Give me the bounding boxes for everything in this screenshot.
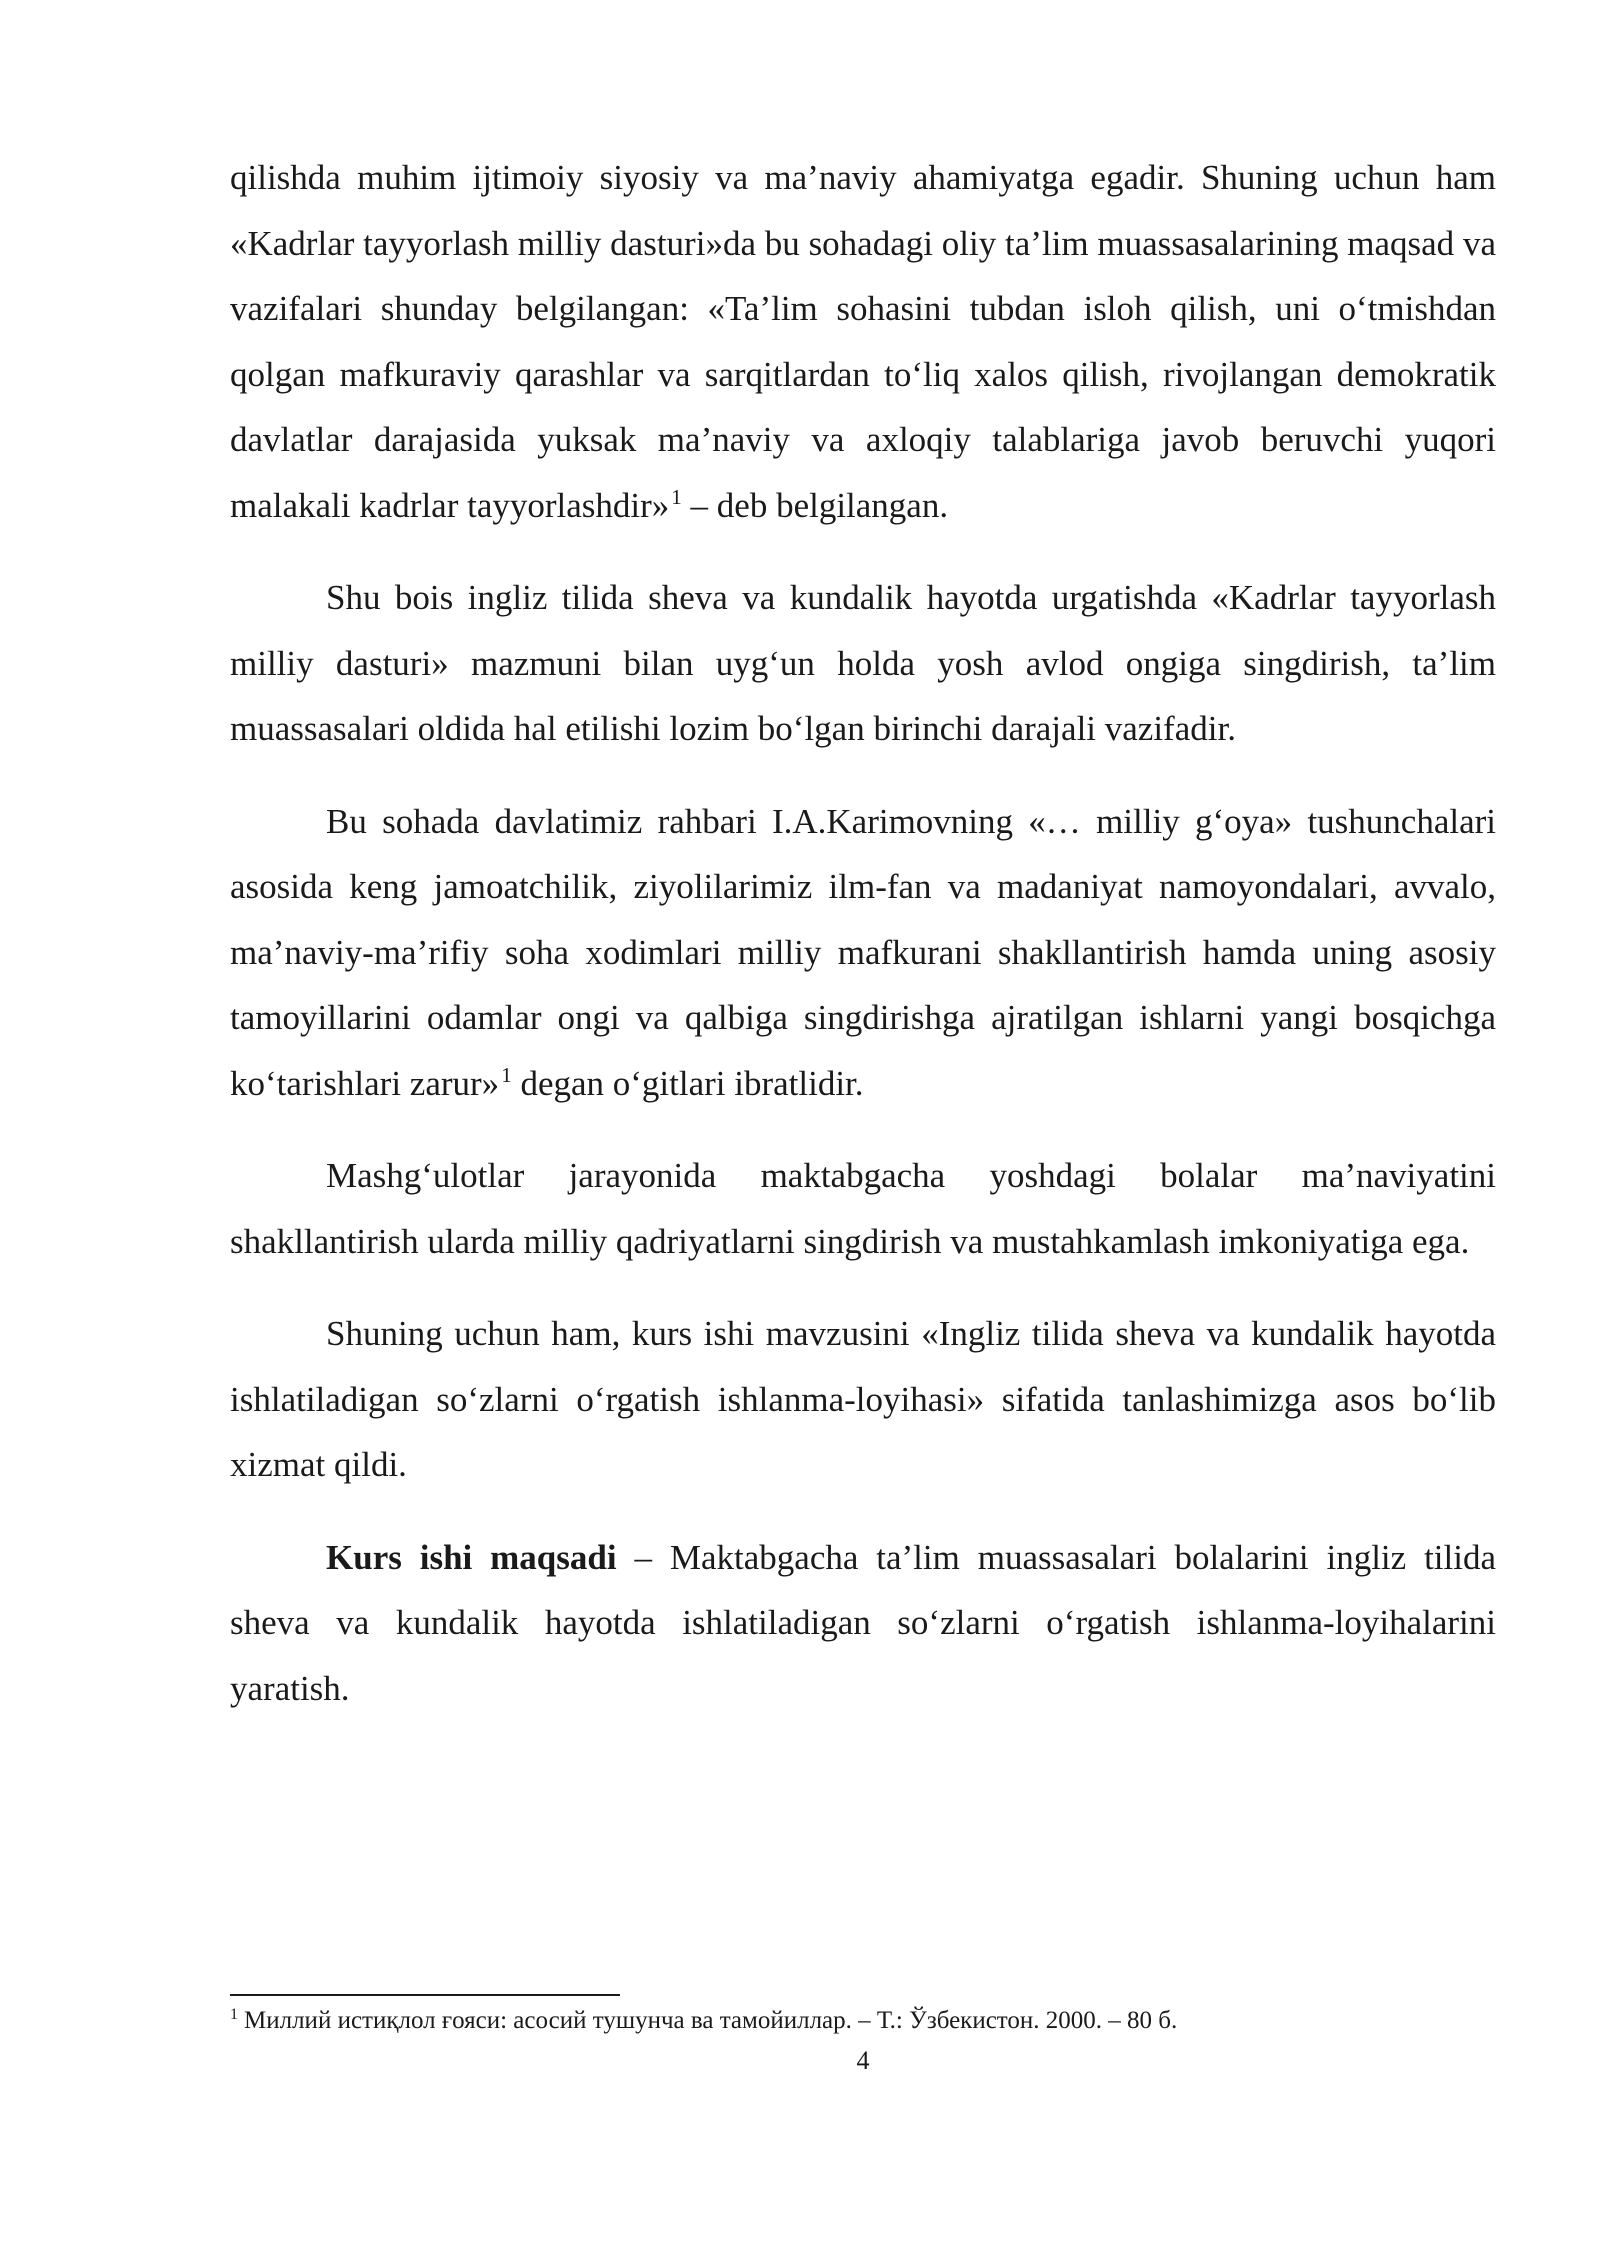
paragraph-5 — [230, 1301, 1496, 1498]
paragraph-2 — [230, 565, 1496, 762]
footnote-separator — [230, 1994, 620, 1996]
paragraph-1-text: qilishda muhim ijtimoiy siyosiy va ma’naviy ahamiyatga egadir. Shuning uchun ham «Kadrlar tayyorlash milliy dasturi»da bu sohadagi oliy ta’lim muassasalarining maqsad va vazifalari shunday belgilangan: «Ta’lim sohasini tubdan isloh qilish, uni o‘tmishdan qolgan mafkuraviy qarashlar va sarqitlardan to‘liq xalos qilish, rivojlangan demokratik davlatlar darajasida yuksak ma’naviy va axloqiy talablariga javob beruvchi yuqori malakali kadrlar tayyorlashdir» — [230, 158, 1496, 525]
footnote — [230, 2004, 1496, 2038]
paragraph-4-text: Mashg‘ulotlar jarayonida maktabgacha yoshdagi bolalar ma’naviyatini shakllantirish ularda milliy qadriyatlarni singdirish va mustahkamlash imkoniyatiga ega. — [230, 1156, 1496, 1261]
footnote-text: Миллий истиқлол ғояси: асосий тушунча ва тамойиллар. – Т.: Ўзбекистон. 2000. – 80 б. — [244, 2007, 1178, 2034]
paragraph-6 — [230, 1525, 1496, 1722]
page-number: 4 — [856, 2046, 870, 2075]
footnote-mark: 1 — [230, 2005, 238, 2023]
paragraph-1 — [230, 145, 1496, 538]
paragraph-6-bold-lead: Kurs ishi maqsadi — [326, 1537, 617, 1577]
paragraph-2-text: Shu bois ingliz tilida sheva va kundalik hayotda urgatishda «Kadrlar tayyorlash milliy dasturi» mazmuni bilan uyg‘un holda yosh avlod ongiga singdirish, ta’lim muassasalari oldida hal etilishi lozim bo‘lgan birinchi darajali vazifadir. — [230, 578, 1496, 748]
footnote-reference[interactable]: 1 — [671, 484, 682, 509]
paragraph-3-tail: degan o‘gitlari ibratlidir. — [511, 1063, 864, 1103]
paragraph-3-text: Bu sohada davlatimiz rahbari I.A.Karimovning «… milliy g‘oya» tushunchalari asosida keng jamoatchilik, ziyolilarimiz ilm-fan va madaniyat namoyondalari, avvalo, ma’naviy-ma’rifiy soha xodimlari milliy mafkurani shakllantirish hamda uning asosiy tamoyillarini odamlar ongi va qalbiga singdirishga ajratilgan ishlarni yangi bosqichga ko‘tarishlari zarur» — [230, 801, 1496, 1103]
paragraph-1-tail: – deb belgilangan. — [681, 485, 949, 525]
document-body — [230, 145, 1496, 1748]
footnote-reference[interactable]: 1 — [501, 1062, 512, 1087]
paragraph-3 — [230, 789, 1496, 1117]
paragraph-4 — [230, 1143, 1496, 1274]
paragraph-6-text: – Maktabgacha ta’lim muassasalari bolalarini ingliz tilida sheva va kundalik hayotda ishlatiladigan so‘zlarni o‘rgatish ishlanma-loyihalarini yaratish. — [230, 1537, 1496, 1708]
paragraph-5-text: Shuning uchun ham, kurs ishi mavzusini «Ingliz tilida sheva va kundalik hayotda ishlatiladigan so‘zlarni o‘rgatish ishlanma-loyihasi» sifatida tanlashimizga asos bo‘lib xizmat qildi. — [230, 1314, 1496, 1484]
